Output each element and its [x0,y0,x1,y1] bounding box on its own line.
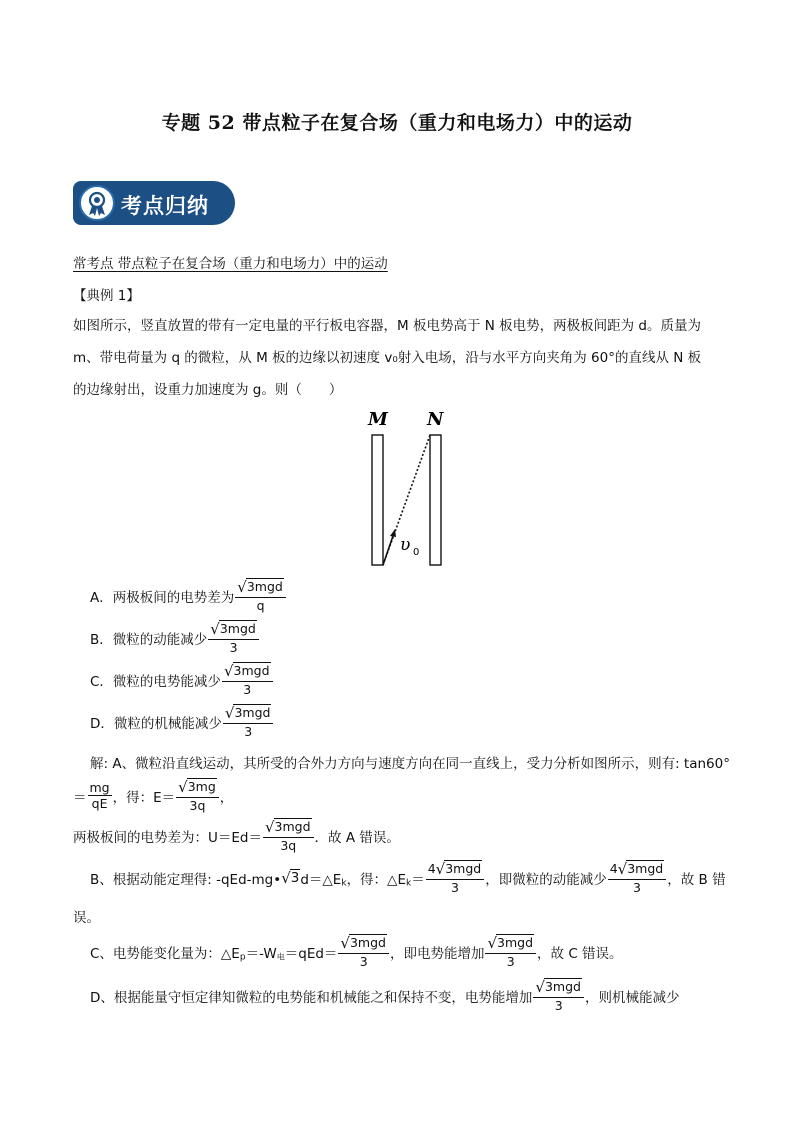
solution-line-5: 误。 [73,910,100,926]
plate-m [372,435,383,565]
label-v-sub: 0 [413,547,420,558]
capacitor-figure [360,405,460,574]
question-line-1: 如图所示，竖直放置的带有一定电量的平行板电容器，M 板电势高于 N 板电势，两极板间距为 d。质量为 [73,318,701,334]
plate-n [430,435,441,565]
section-heading: 常考点 带点粒子在复合场（重力和电场力）中的运动 [73,256,388,272]
solution-line-7: D、根据能量守恒定律知微粒的电势能和机械能之和保持不变，电势能增加 $\frac{\text{√3mgd}}{3}$ ，则机械能减少 [90,978,680,1013]
velocity-vector [383,533,394,565]
solution-line-6: C、电势能变化量为：$\triangle E_p=-W_电=qEd=$ $\frac{\text{√3mgd}}{3}$ ，即电势能增加 $\frac{\text{√3mgd}}{3}$ ，故 C 错误。 [90,934,623,969]
award-ribbon-icon [79,185,115,221]
label-v: υ [400,535,411,555]
question-line-3: 的边缘射出，设重力加速度为 g。则（ ） [73,382,343,398]
solution-line-4: B、根据动能定理得: $-qEd-mg•√3d=\triangle E_k$，得：$\triangle E_k=$ $\frac{\text{4√3mgd}}{3}$ ，即微粒的动能减少 $\frac{\text{4√3mgd}}{3}$ ，故 B 错 [90,860,726,895]
option-d: D．微粒的机械能减少 $\frac{\text{√3mgd}}{3}$ [90,706,274,738]
label-n: N [427,409,444,430]
example-label: 【典例 1】 [73,288,140,304]
solution-line-1: 解: A、微粒沿直线运动，其所受的合外力方向与速度方向在同一直线上，受力分析如图所示，则有: tan60° [90,756,730,772]
option-c: C．微粒的电势能减少 $\frac{\text{√3mgd}}{3}$ [90,664,274,696]
label-m: M [368,409,388,430]
banner-label: 考点归纳 [121,194,209,218]
section-banner [73,181,231,225]
velocity-arrowhead [390,529,396,537]
question-line-2: m、带电荷量为 q 的微粒，从 M 板的边缘以初速度 v₀射入电场，沿与水平方向夹角为 60°的直线从 N 板 [73,350,702,366]
option-a: A．两极板间的电势差为 $\frac{\text{√3mgd}}{q}$ [90,580,287,612]
solution-line-3: 两极板间的电势差为：U＝Ed＝ $\frac{\text{√3mgd}}{3q}$ ．故 A 错误。 [73,818,400,853]
solution-line-2: ＝ $\frac{mg}{qE}$ ，得：E＝ $\frac{√3mg}{3q}$ ， [73,778,234,813]
option-b: B．微粒的动能减少 $\frac{\text{√3mgd}}{3}$ [90,622,260,654]
page-title: 专题 52 带点粒子在复合场（重力和电场力）中的运动 [161,112,633,134]
